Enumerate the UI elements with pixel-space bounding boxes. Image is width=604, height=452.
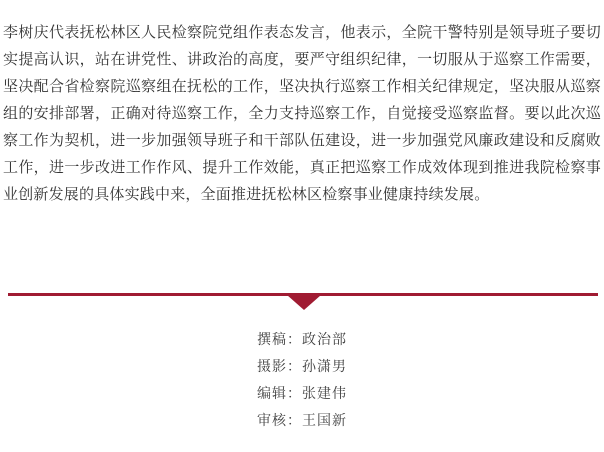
credit-line-editor bbox=[257, 380, 347, 407]
credits-block bbox=[0, 326, 604, 434]
credits-list bbox=[257, 326, 347, 434]
credit-separator: ： bbox=[287, 358, 302, 374]
credit-label: 撰稿 bbox=[257, 331, 287, 347]
credit-line-photographer bbox=[257, 353, 347, 380]
credit-line-author bbox=[257, 326, 347, 353]
credit-separator: ： bbox=[287, 385, 302, 401]
section-divider bbox=[0, 293, 604, 313]
credit-label: 摄影 bbox=[257, 358, 287, 374]
credit-line-reviewer bbox=[257, 407, 347, 434]
credit-separator: ： bbox=[287, 331, 302, 347]
triangle-down-icon bbox=[287, 295, 321, 310]
credit-value: 政治部 bbox=[302, 331, 347, 347]
article-paragraph: 李树庆代表抚松林区人民检察院党组作表态发言，他表示，全院干警特别是领导班子要切实提高认识，站在讲党性、讲政治的高度，要严守组织纪律，一切服从于巡察工作需要，坚决配合省检察院巡察组在抚松的工作，坚决执行巡察工作相关纪律规定，坚决服从巡察组的安排部署，正确对待巡察工作，全力支持巡察工作，自觉接受巡察监督。要以此次巡察工作为契机，进一步加强领导班子和干部队伍建设，进一步加强党风廉政建设和反腐败工作，进一步改进工作作风、提升工作效能，真正把巡察工作成效体现到推进我院检察事业创新发展的具体实践中来，全面推进抚松林区检察事业健康持续发展。 bbox=[3, 24, 601, 203]
credit-value: 王国新 bbox=[302, 412, 347, 428]
credit-label: 编辑 bbox=[257, 385, 287, 401]
credit-value: 孙潇男 bbox=[302, 358, 347, 374]
credit-value: 张建伟 bbox=[302, 385, 347, 401]
credit-separator: ： bbox=[287, 412, 302, 428]
credit-label: 审核 bbox=[257, 412, 287, 428]
